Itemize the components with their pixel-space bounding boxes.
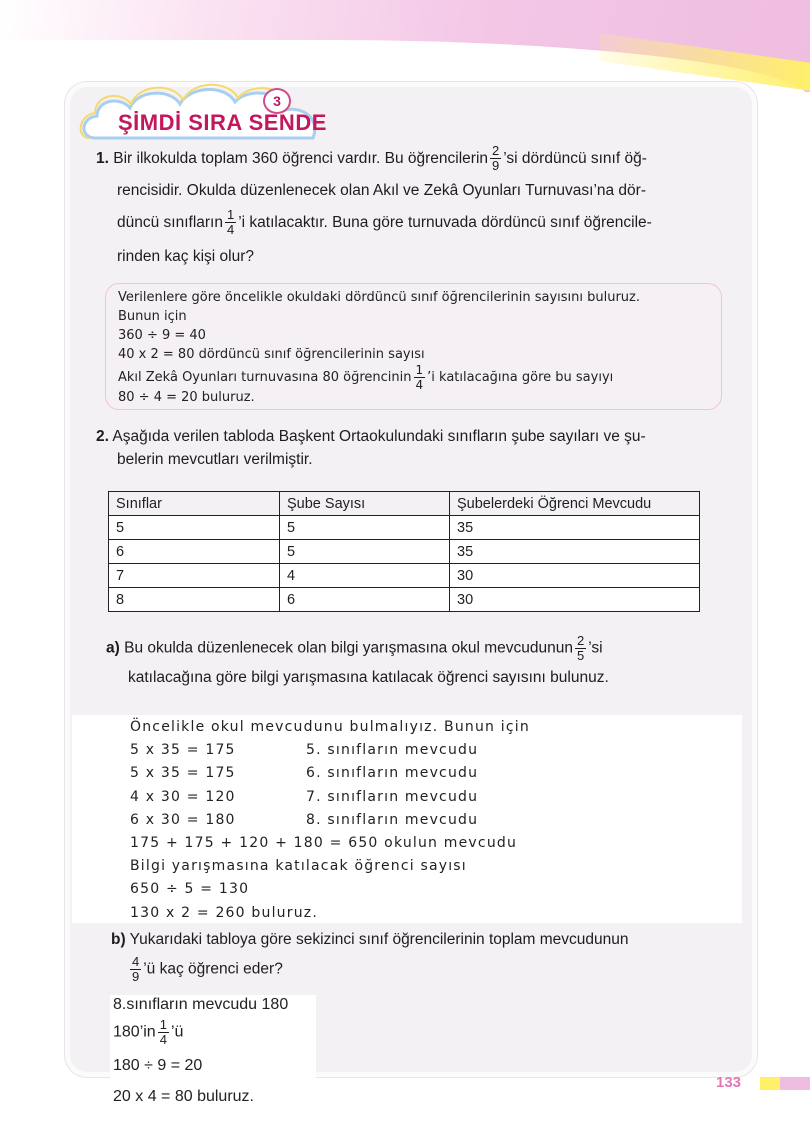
- q1-line-4: rinden kaç kişi olur?: [117, 248, 254, 265]
- answer-a-line: 650 ÷ 5 = 130: [130, 881, 250, 897]
- table-cell: 8: [109, 588, 280, 612]
- page-bar-yellow: [760, 1077, 780, 1090]
- qb-label: b): [111, 931, 126, 948]
- q1-line-3: düncü sınıfların $\frac{1}{4}$ ’i katılacaktır. Buna göre turnuvada dördüncü sınıf öğrencile-: [117, 207, 652, 238]
- class-table: [108, 491, 700, 612]
- table-row: [109, 516, 700, 540]
- q1-line-2: rencisidir. Okulda düzenlenecek olan Akıl ve Zekâ Oyunları Turnuvası’na dör-: [117, 182, 646, 199]
- table-cell: 4: [280, 564, 450, 588]
- answer-b-line-2: 180’in $\frac{1}{4}$ ’ü: [113, 1017, 184, 1047]
- fraction: $\frac{2}{9}$: [492, 143, 500, 174]
- answer1-line-5: Akıl Zekâ Oyunları turnuvasına 80 öğrencinin $\frac{1}{4}$ ’i katılacağına göre bu sayıyı: [118, 363, 614, 392]
- answer1-line-2: Bunun için: [118, 309, 187, 324]
- answer1-line-4: 40 x 2 = 80 dördüncü sınıf öğrencilerinin sayısı: [118, 347, 425, 362]
- table-cell: 30: [450, 588, 700, 612]
- table-header: Şubelerdeki Öğrenci Mevcudu: [450, 492, 700, 516]
- table-row: [109, 564, 700, 588]
- answer1-line-3: 360 ÷ 9 = 40: [118, 328, 206, 343]
- answer-a-line: 6. sınıfların mevcudu: [306, 765, 479, 781]
- fraction: $\frac{1}{4}$: [159, 1017, 167, 1047]
- fraction: $\frac{4}{9}$: [132, 954, 140, 984]
- q2-line-2: belerin mevcutları verilmiştir.: [117, 451, 313, 468]
- table-cell: 6: [109, 540, 280, 564]
- answer-a-line: 175 + 175 + 120 + 180 = 650 okulun mevcudu: [130, 835, 518, 851]
- answer-a-line: 5 x 35 = 175: [130, 765, 236, 781]
- answer1-line-1: Verilenlere göre öncelikle okuldaki dördüncü sınıf öğrencilerinin sayısını buluruz.: [118, 290, 640, 305]
- answer-b-line-3: 180 ÷ 9 = 20: [113, 1057, 203, 1074]
- answer-b-line-4: 20 x 4 = 80 buluruz.: [113, 1088, 254, 1105]
- q1-number: 1.: [96, 150, 109, 167]
- page-number: 133: [716, 1074, 742, 1091]
- answer-b-line-1: 8.sınıfların mevcudu 180: [113, 996, 289, 1013]
- answer-a-line: 5 x 35 = 175: [130, 742, 236, 758]
- activity-title: ŞİMDİ SIRA SENDE: [118, 110, 327, 135]
- activity-number-badge: 3: [263, 88, 291, 114]
- q2-line-1: 2. Aşağıda verilen tabloda Başkent Ortaokulundaki sınıfların şube sayıları ve şu-: [96, 428, 646, 445]
- table-row: [109, 588, 700, 612]
- table-cell: 35: [450, 540, 700, 564]
- qb-line-1: b) Yukarıdaki tabloya göre sekizinci sınıf öğrencilerinin toplam mevcudunun: [111, 931, 629, 948]
- qa-line-2: katılacağına göre bilgi yarışmasına katılacak öğrenci sayısını bulunuz.: [128, 669, 609, 686]
- table-cell: 5: [280, 516, 450, 540]
- answer-a-line: Bilgi yarışmasına katılacak öğrenci sayısı: [130, 858, 467, 874]
- answer-a-line: Öncelikle okul mevcudunu bulmalıyız. Bunun için: [130, 719, 530, 735]
- q1-text: Bir ilkokulda toplam 360 öğrenci vardır. Bu öğrencilerin: [113, 150, 489, 167]
- qa-line-1: a) Bu okulda düzenlenecek olan bilgi yarışmasına okul mevcudunun $\frac{2}{5}$ ’si: [106, 633, 603, 663]
- table-cell: 30: [450, 564, 700, 588]
- table-header: Şube Sayısı: [280, 492, 450, 516]
- q2-number: 2.: [96, 428, 109, 445]
- answer-a-line: 130 x 2 = 260 buluruz.: [130, 905, 318, 921]
- answer-a-line: 5. sınıfların mevcudu: [306, 742, 479, 758]
- qa-label: a): [106, 639, 120, 657]
- table-cell: 5: [109, 516, 280, 540]
- page-bar-pink: [780, 1077, 810, 1090]
- table-cell: 35: [450, 516, 700, 540]
- fraction: $\frac{2}{5}$: [577, 633, 585, 663]
- table-cell: 5: [280, 540, 450, 564]
- table-row: [109, 540, 700, 564]
- qb-line-2: $\frac{4}{9}$ ’ü kaç öğrenci eder?: [132, 954, 283, 984]
- table-header: Sınıflar: [109, 492, 280, 516]
- fraction: $\frac{1}{4}$: [415, 363, 424, 392]
- table-header-row: [109, 492, 700, 516]
- table-cell: 6: [280, 588, 450, 612]
- answer-a-line: 8. sınıfların mevcudu: [306, 812, 479, 828]
- q1-line-1: 1. Bir ilkokulda toplam 360 öğrenci vardır. Bu öğrencilerin $\frac{2}{9}$ ’si dördüncü sınıf öğ-: [96, 143, 647, 174]
- answer-a-line: 7. sınıfların mevcudu: [306, 789, 479, 805]
- fraction: $\frac{1}{4}$: [226, 207, 235, 238]
- answer1-line-6: 80 ÷ 4 = 20 buluruz.: [118, 390, 255, 405]
- table-cell: 7: [109, 564, 280, 588]
- answer-a-line: 4 x 30 = 120: [130, 789, 236, 805]
- answer-a-line: 6 x 30 = 180: [130, 812, 236, 828]
